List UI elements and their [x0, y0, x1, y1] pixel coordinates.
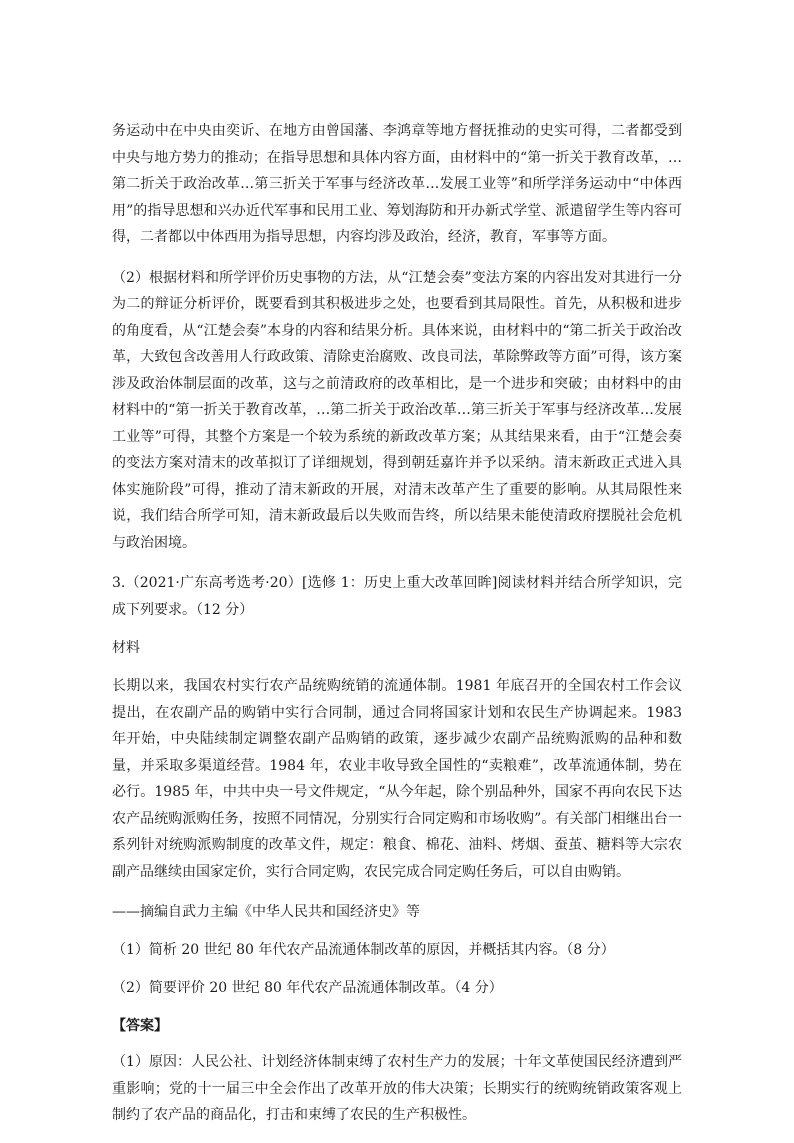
material-source: ——摘编自武力主编《中华人民共和国经济史》等	[112, 904, 420, 920]
sub-question-2: （2）简要评价 20 世纪 80 年代农产品流通体制改革。（4 分）	[112, 980, 503, 996]
question-3-header: 3.（2021·广东高考选考·20）[选修 1：历史上重大改革回眸]阅读材料并结合所学知识，完成下列要求。（12 分）	[112, 575, 682, 618]
answer-1-paragraph: （1）原因：人民公社、计划经济体制束缚了农村生产力的发展；十年文革使国民经济遭到严重影响；党的十一届三中全会作出了改革开放的伟大决策；长期实行的统购统销政策客观上制约了农产品的商品化，打击和束缚了农民的生产积极性。	[112, 1054, 682, 1123]
answer-2-paragraph: （2）根据材料和所学评价历史事物的方法，从“江楚会奏”变法方案的内容出发对其进行一分为二的辩证分析评价，既要看到其积极进步之处，也要看到其局限性。首先，从积极和进步的角度看，从“江楚会奏”本身的内容和结果分析。具体来说，由材料中的“第二折关于政治改革，大致包含改善用人行政政策、清除吏治腐败、改良司法，革除弊政等方面”可得，该方案涉及政治体制层面的改革，这与之前清政府的改革相比，是一个进步和突破；由材料中的由材料中的“第一折关于教育改革，…第二折关于政治改革…第三折关于军事与经济改革…发展工业等”可得，其整个方案是一个较为系统的新政改革方案；从其结果来看，由于“江楚会奏的变法方案对清末的改革拟订了详细规划，得到朝廷嘉许并予以采纳。清末新政正式进入具体实施阶段”可得，推动了清末新政的开展，对清末改革产生了重要的影响。从其局限性来说，我们结合所学可知，清末新政最后以失败而告终，所以结果未能使清政府摆脱社会危机与政治困境。	[112, 269, 682, 551]
material-label: 材料	[112, 640, 140, 656]
document-page	[112, 118, 682, 1143]
answer-heading: 【答案】	[112, 1018, 168, 1034]
answer-continuation-paragraph: 务运动中在中央由奕䜣、在地方由曾国藩、李鸿章等地方督抚推动的史实可得，二者都受到中央与地方势力的推动；在指导思想和具体内容方面，由材料中的“第一折关于教育改革，…第二折关于政治改革…第三折关于军事与经济改革…发展工业等”和所学洋务运动中“中体西用”的指导思想和兴办近代军事和民用工业、筹划海防和开办新式学堂、派遣留学生等内容可得，二者都以中体西用为指导思想，内容均涉及政治，经济，教育，军事等方面。	[112, 123, 682, 245]
material-text: 长期以来，我国农村实行农产品统购统销的流通体制。1981 年底召开的全国农村工作会议提出，在农副产品的购销中实行合同制，通过合同将国家计划和农民生产协调起来。1983 年开始，中央陆续制定调整农副产品购销的政策，逐步减少农副产品统购派购的品种和数量，并采取多渠道经营。1984 年，农业丰收导致全国性的“卖粮难”，改革流通体制，势在必行。1985 年，中共中央一号文件规定，“从今年起，除个别品种外，国家不再向农民下达农产品统购派购任务，按照不同情况，分别实行合同定购和市场收购”。有关部门相继出台一系列针对统购派购制度的改革文件，规定：粮食、棉花、油料、烤烟、蚕茧、糖料等大宗农副产品继续由国家定价，实行合同定购，农民完成合同定购任务后，可以自由购销。	[112, 678, 682, 880]
sub-question-1: （1）简析 20 世纪 80 年代农产品流通体制改革的原因，并概括其内容。（8 分）	[112, 942, 615, 958]
